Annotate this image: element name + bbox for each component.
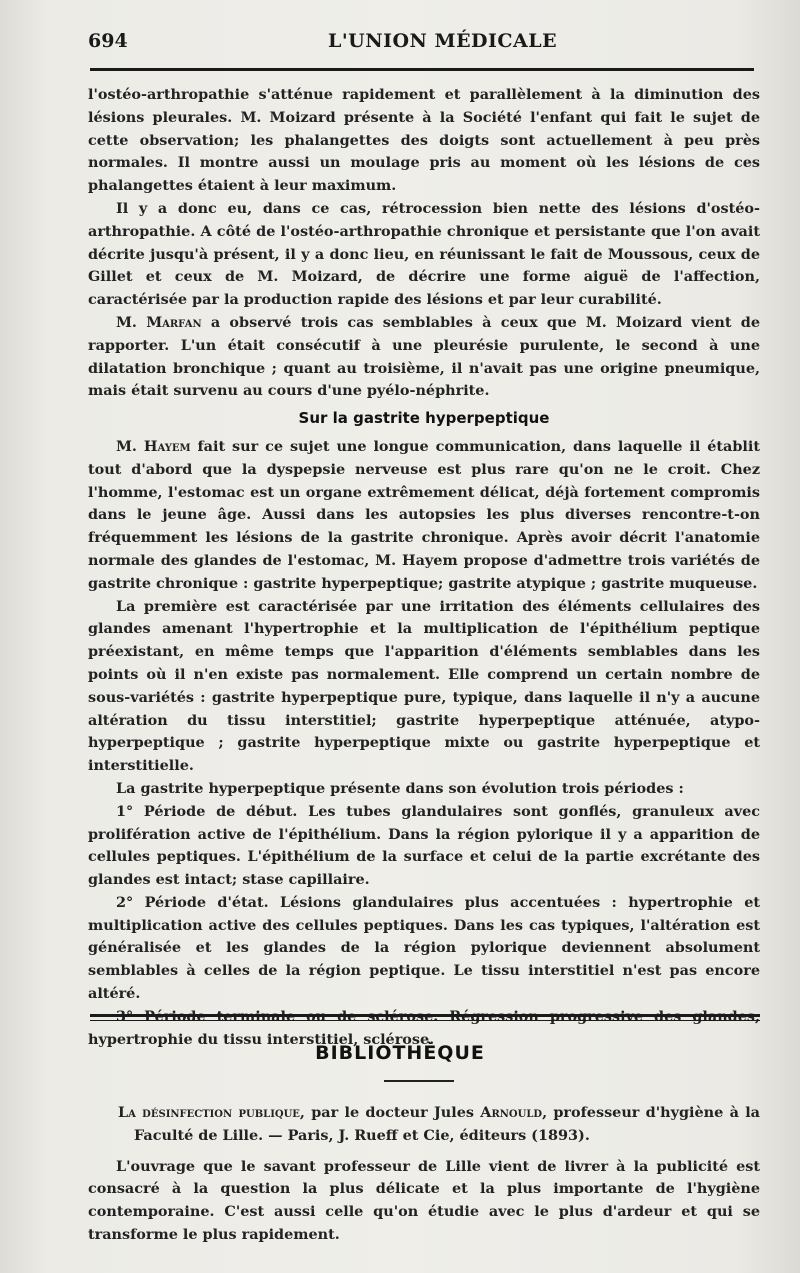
article-body: [88, 84, 760, 1051]
speaker-name: Marfan: [146, 313, 202, 331]
journal-title: L'UNION MÉDICALE: [328, 30, 558, 52]
paragraph: 1° Période de début. Les tubes glandulaires sont gonflés, granuleux avec prolifération active de l'épithélium. Dans la région pylorique il y a apparition de cellules peptiques. L'épithélium de la surface et celui de la partie excrétante des glandes est intact; stase capillaire.: [88, 802, 760, 889]
paragraph: l'ostéo-arthropathie s'atténue rapidement et parallèlement à la diminution des lésions pleurales. M. Moizard présente à la Société l'enfant qui fait le sujet de cette observation; les phalangettes des doigts sont actuellement à peu près normales. Il montre aussi un moulage pris au moment où les lésions de ces phalangettes étaient à leur maximum.: [88, 86, 760, 195]
paragraph-text: fait sur ce sujet une longue communication, dans laquelle il établit tout d'abord que la dyspepsie nerveuse est plus rare qu'on ne le croit. Chez l'homme, l'estomac est un organe extrêmement délicat, déjà fortement compromis dans le jeune âge. Aussi dans les autopsies les plus diverses rencontre-t-on fréquemment les lésions de la gastrite chronique. Après avoir décrit l'anatomie normale des glandes de l'estomac, M. Hayem propose d'admettre trois variétés de gastrite chronique : gastrite hyperpeptique; gastrite atypique ; gastrite muqueuse.: [88, 437, 760, 592]
paragraph-hayem: [88, 436, 760, 596]
paragraph-marfan: [88, 312, 760, 403]
paragraph-text: a observé trois cas semblables à ceux que M. Moizard vient de rapporter. L'un était consécutif à une pleurésie purulente, le second à une dilatation bronchique ; quant au troisième, il n'avait pas une origine pneumique, mais était survenu au cours d'une pyélo-néphrite.: [88, 313, 760, 400]
header-rule: [90, 68, 754, 71]
paragraph: La première est caractérisée par une irritation des éléments cellulaires des glandes amenant l'hypertrophie et la multiplication de l'épithélium peptique préexistant, en même temps que l'apparition d'éléments semblables dans les points où il n'en existe pas normalement. Elle comprend un certain nombre de sous-variétés : gastrite hyperpeptique pure, typique, dans laquelle il n'y a aucune altération du tissu interstitiel; gastrite hyperpeptique atténuée, atypo-hyperpeptique ; gastrite hyperpeptique mixte ou gastrite hyperpeptique et interstitielle.: [88, 597, 760, 775]
speaker-name: Hayem: [143, 437, 191, 455]
page-number: 694: [88, 30, 128, 52]
book-title: La désinfection publique: [118, 1104, 300, 1121]
ref-text: , par le docteur Jules: [299, 1104, 481, 1121]
section-title: Sur la gastrite hyperpeptique: [298, 409, 550, 428]
bibliotheque-title: BIBLIOTHÈQUE: [315, 1042, 485, 1064]
speaker-prefix: M.: [116, 313, 147, 331]
paragraph: 2° Période d'état. Lésions glandulaires plus accentuées : hypertrophie et multiplication active des cellules peptiques. Dans les cas typiques, l'altération est généralisée et les glandes de la région pylorique deviennent absolument semblables à celles de la région peptique. Le tissu interstitiel n'est pas encore altéré.: [88, 893, 760, 1003]
page-header: [88, 28, 756, 58]
speaker-prefix: M.: [116, 437, 144, 455]
book-reference: [88, 1102, 760, 1148]
ref-text: , professeur d'hygiène à la Faculté de Lille. — Paris, J. Rueff et Cie, éditeurs (1893).: [134, 1104, 760, 1144]
title-underline: [384, 1080, 454, 1082]
book-author: Arnould: [480, 1104, 543, 1121]
section-divider: [90, 1014, 760, 1021]
paragraph: L'ouvrage que le savant professeur de Lille vient de livrer à la publicité est consacré à la question la plus délicate et la plus importante de l'hygiène contemporaine. C'est aussi celle qu'on étudie avec le plus d'ardeur et qui se transforme le plus rapidement.: [88, 1157, 760, 1243]
paragraph: 3° Période terminale ou de sclérose. Régression progressive des glandes, hypertrophie du tissu interstitiel, sclérose.: [88, 1007, 760, 1048]
paragraph: Il y a donc eu, dans ce cas, rétrocession bien nette des lésions d'ostéo-arthropathie. A côté de l'ostéo-arthropathie chronique et persistante que l'on avait décrite jusqu'à présent, il y a donc lieu, en réunissant le fait de Moussous, ceux de Gillet et ceux de M. Moizard, de décrire une forme aiguë de l'affection, caractérisée par la production rapide des lésions et par leur curabilité.: [88, 199, 760, 309]
bibliotheque-body: [88, 1102, 760, 1247]
paragraph: La gastrite hyperpeptique présente dans son évolution trois périodes :: [116, 779, 684, 797]
